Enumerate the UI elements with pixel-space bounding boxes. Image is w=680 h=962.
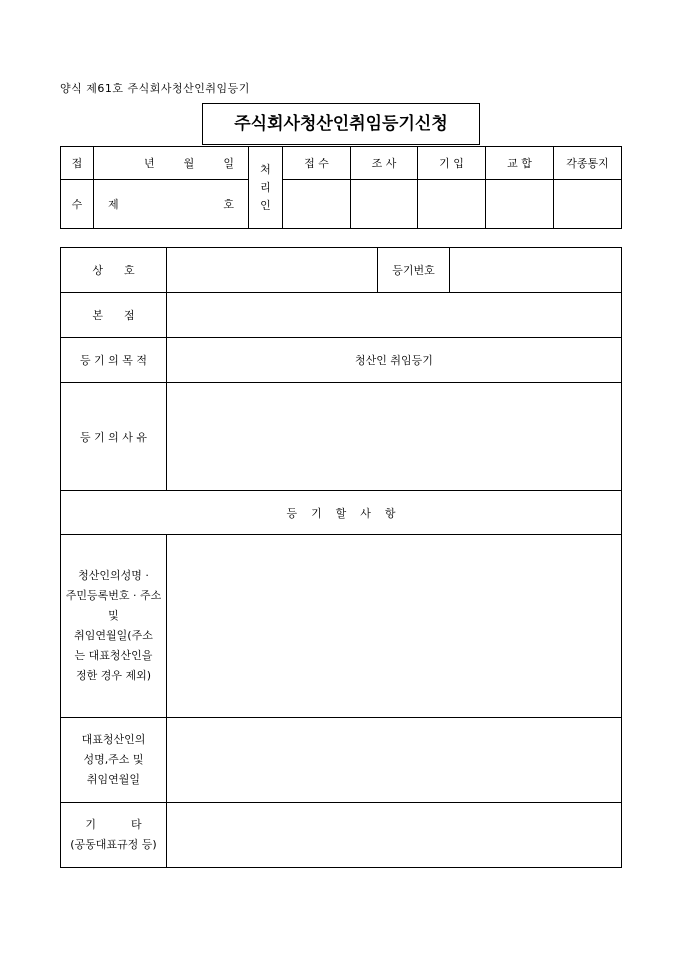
purpose-label: 등 기 의 목 적 bbox=[61, 338, 167, 383]
day-label: 일 bbox=[223, 157, 234, 170]
rep-liquidator-label: 대표청산인의 성명,주소 및 취임연월일 bbox=[61, 718, 167, 803]
trade-name-input[interactable] bbox=[167, 248, 378, 293]
receipt-number[interactable] bbox=[94, 180, 249, 229]
form-number: 양식 제61호 주식회사청산인취임등기 bbox=[60, 82, 250, 95]
col-collation: 교 합 bbox=[486, 147, 554, 180]
entry-stamp-cell[interactable] bbox=[418, 180, 486, 229]
reg-no-label: 등기번호 bbox=[378, 248, 450, 293]
processing-label: 처 리 인 bbox=[249, 147, 283, 229]
liquidator-input[interactable] bbox=[167, 535, 622, 718]
reason-label: 등 기 의 사 유 bbox=[61, 383, 167, 491]
other-label: 기 타 (공동대표규정 등) bbox=[61, 803, 167, 868]
collation-stamp-cell[interactable] bbox=[486, 180, 554, 229]
registration-table bbox=[60, 247, 622, 868]
liquidator-label: 청산인의성명 · 주민등록번호 · 주소 및 취임연월일(주소 는 대표청산인을 정한 경우 제외) bbox=[61, 535, 167, 718]
year-label: 년 bbox=[144, 157, 155, 170]
notices-stamp-cell[interactable] bbox=[554, 180, 622, 229]
col-investigation: 조 사 bbox=[351, 147, 418, 180]
matters-header: 등 기 할 사 항 bbox=[61, 491, 622, 535]
je-label: 제 bbox=[108, 198, 119, 211]
ho-label: 호 bbox=[223, 198, 234, 211]
col-entry: 기 입 bbox=[418, 147, 486, 180]
purpose-value[interactable]: 청산인 취임등기 bbox=[167, 338, 622, 383]
month-label: 월 bbox=[183, 157, 195, 170]
col-receipt: 접 수 bbox=[283, 147, 351, 180]
head-office-label: 본 점 bbox=[61, 293, 167, 338]
investigation-stamp-cell[interactable] bbox=[351, 180, 418, 229]
reason-input[interactable] bbox=[167, 383, 622, 491]
rep-liquidator-input[interactable] bbox=[167, 718, 622, 803]
trade-name-label: 상 호 bbox=[61, 248, 167, 293]
receipt-table bbox=[60, 146, 622, 229]
other-input[interactable] bbox=[167, 803, 622, 868]
receipt-su: 수 bbox=[61, 180, 94, 229]
col-notices: 각종통지 bbox=[554, 147, 622, 180]
form-title: 주식회사청산인취임등기신청 bbox=[202, 103, 480, 145]
reg-no-input[interactable] bbox=[450, 248, 622, 293]
receipt-date[interactable] bbox=[94, 147, 249, 180]
receipt-stamp-cell[interactable] bbox=[283, 180, 351, 229]
receipt-jeop: 접 bbox=[61, 147, 94, 180]
head-office-input[interactable] bbox=[167, 293, 622, 338]
